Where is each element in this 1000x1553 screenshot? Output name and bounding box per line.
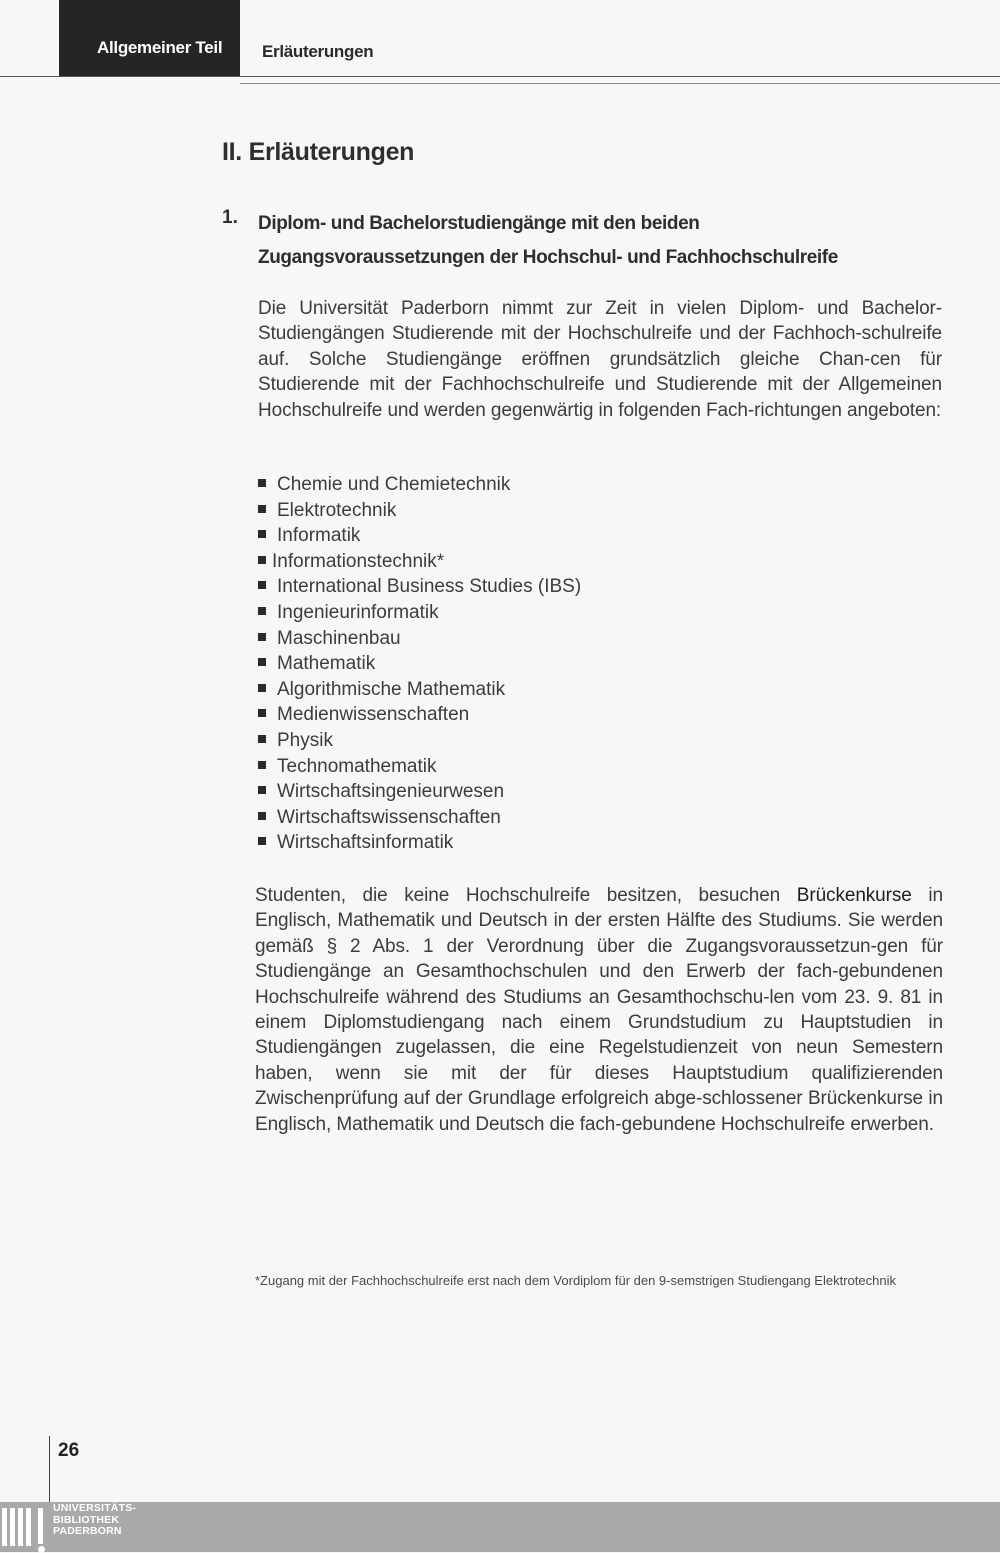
page-number-rule [49,1436,50,1502]
program-label: Wirtschaftsinformatik [277,832,454,854]
page-title: II. Erläuterungen [222,138,415,166]
program-label: Ingenieurinformatik [277,601,439,623]
list-item [258,754,581,780]
program-label: Chemie und Chemietechnik [277,474,511,495]
library-name-line3: PADERBORN [53,1525,122,1537]
program-label: Medienwissenschaften [277,704,470,726]
list-item [258,574,581,600]
list-item [258,677,581,703]
bridge-course-paragraph [255,883,943,1137]
library-stamp-bar [0,1502,1000,1552]
list-item [258,805,581,831]
list-item [258,523,581,549]
header-chapter-label: Allgemeiner Teil [97,38,223,57]
program-label: International Business Studies (IBS) [277,576,582,598]
library-logo-icon [0,1502,50,1552]
library-name-line2: BIBLIOTHEK [53,1513,120,1526]
bullet-icon [258,761,266,769]
paragraph-text-start: Studenten, die keine Hochschulreife besitzen, besuchen [255,885,797,906]
library-name-line1: UNIVERSITÄTS- [53,1502,137,1514]
subheading-title: Diplom- und Bachelorstudiengänge mit den beiden Zugangsvoraussetzungen der Hochschul- und Fachhochschulreife [258,213,838,268]
program-list [258,472,581,856]
subheading-number: 1. [222,207,238,228]
list-item [258,626,581,652]
library-name [53,1503,136,1538]
list-item [258,702,581,728]
page-number: 26 [58,1440,80,1461]
program-label: Elektrotechnik [277,499,397,521]
program-label: Informationstechnik* [272,550,445,572]
program-label: Algorithmische Mathematik [277,678,506,700]
bullet-icon [258,786,266,794]
header-section-label: Erläuterungen [262,42,374,61]
list-item [258,830,581,856]
program-label: Informatik [277,525,361,547]
bullet-icon [258,581,266,589]
bullet-icon [258,505,266,513]
bullet-icon [258,837,266,845]
header-chapter-tab [59,0,240,76]
header-divider [0,76,1000,77]
header-divider-secondary [240,83,1000,84]
program-label: Mathematik [277,653,376,675]
bullet-icon [258,556,266,564]
list-item [258,728,581,754]
bullet-icon [258,684,266,692]
bullet-icon [258,530,266,538]
bullet-icon [258,479,266,487]
list-item [258,549,581,575]
list-item [258,472,581,498]
bullet-icon [258,709,266,717]
bullet-icon [258,607,266,615]
bullet-icon [258,812,266,820]
paragraph-text-rest: in Englisch, Mathematik und Deutsch in der ersten Hälfte des Studiums. Sie werden gemäß § 2 Abs. 1 der Verordnung über die Zugangsvoraussetzun-gen für Studiengänge an Gesamthochschulen und den Erwerb der fach-gebundenen Hochschulreife während des Studiums an Gesamthochschu-len vom 23. 9. 81 in einem Diplomstudiengang nach einem Grundstudium zu Hauptstudien in Studiengängen zugelassen, die eine Regelstudienzeit von neun Semestern haben, wenn sie mit der für dieses Hauptstudium qualifizierenden Zwischenprüfung auf der Grundlage erfolgreich abge-schlossener Brückenkurse in Englisch, Mathematik und Deutsch die fach-gebundene Hochschulreife erwerben. [255,885,943,1135]
list-item [258,498,581,524]
intro-paragraph: Die Universität Paderborn nimmt zur Zeit in vielen Diplom- und Bachelor-Studiengängen Studierende mit der Hochschulreife und der Fachhoch-schulreife auf. Solche Studiengänge eröffnen grundsätzlich gleiche Chan-cen für Studierende mit der Fachhochschulreife und Studierende mit der Allgemeinen Hochschulreife und werden gegenwärtig in folgenden Fach-richtungen angeboten: [258,298,942,421]
program-label: Wirtschaftswissenschaften [277,806,501,828]
bullet-icon [258,735,266,743]
list-item [258,600,581,626]
bullet-icon [258,658,266,666]
list-item [258,779,581,805]
program-label: Physik [277,729,333,751]
bullet-icon [258,633,266,641]
footnote: *Zugang mit der Fachhochschulreife erst nach dem Vordiplom für den 9-semstrigen Studiengang Elektrotechnik [255,1273,896,1288]
program-label: Technomathematik [277,755,437,777]
program-label: Maschinenbau [277,627,401,649]
highlight-term: Brückenkurse [796,885,912,906]
list-item [258,651,581,677]
program-label: Wirtschaftsingenieurwesen [277,781,505,803]
